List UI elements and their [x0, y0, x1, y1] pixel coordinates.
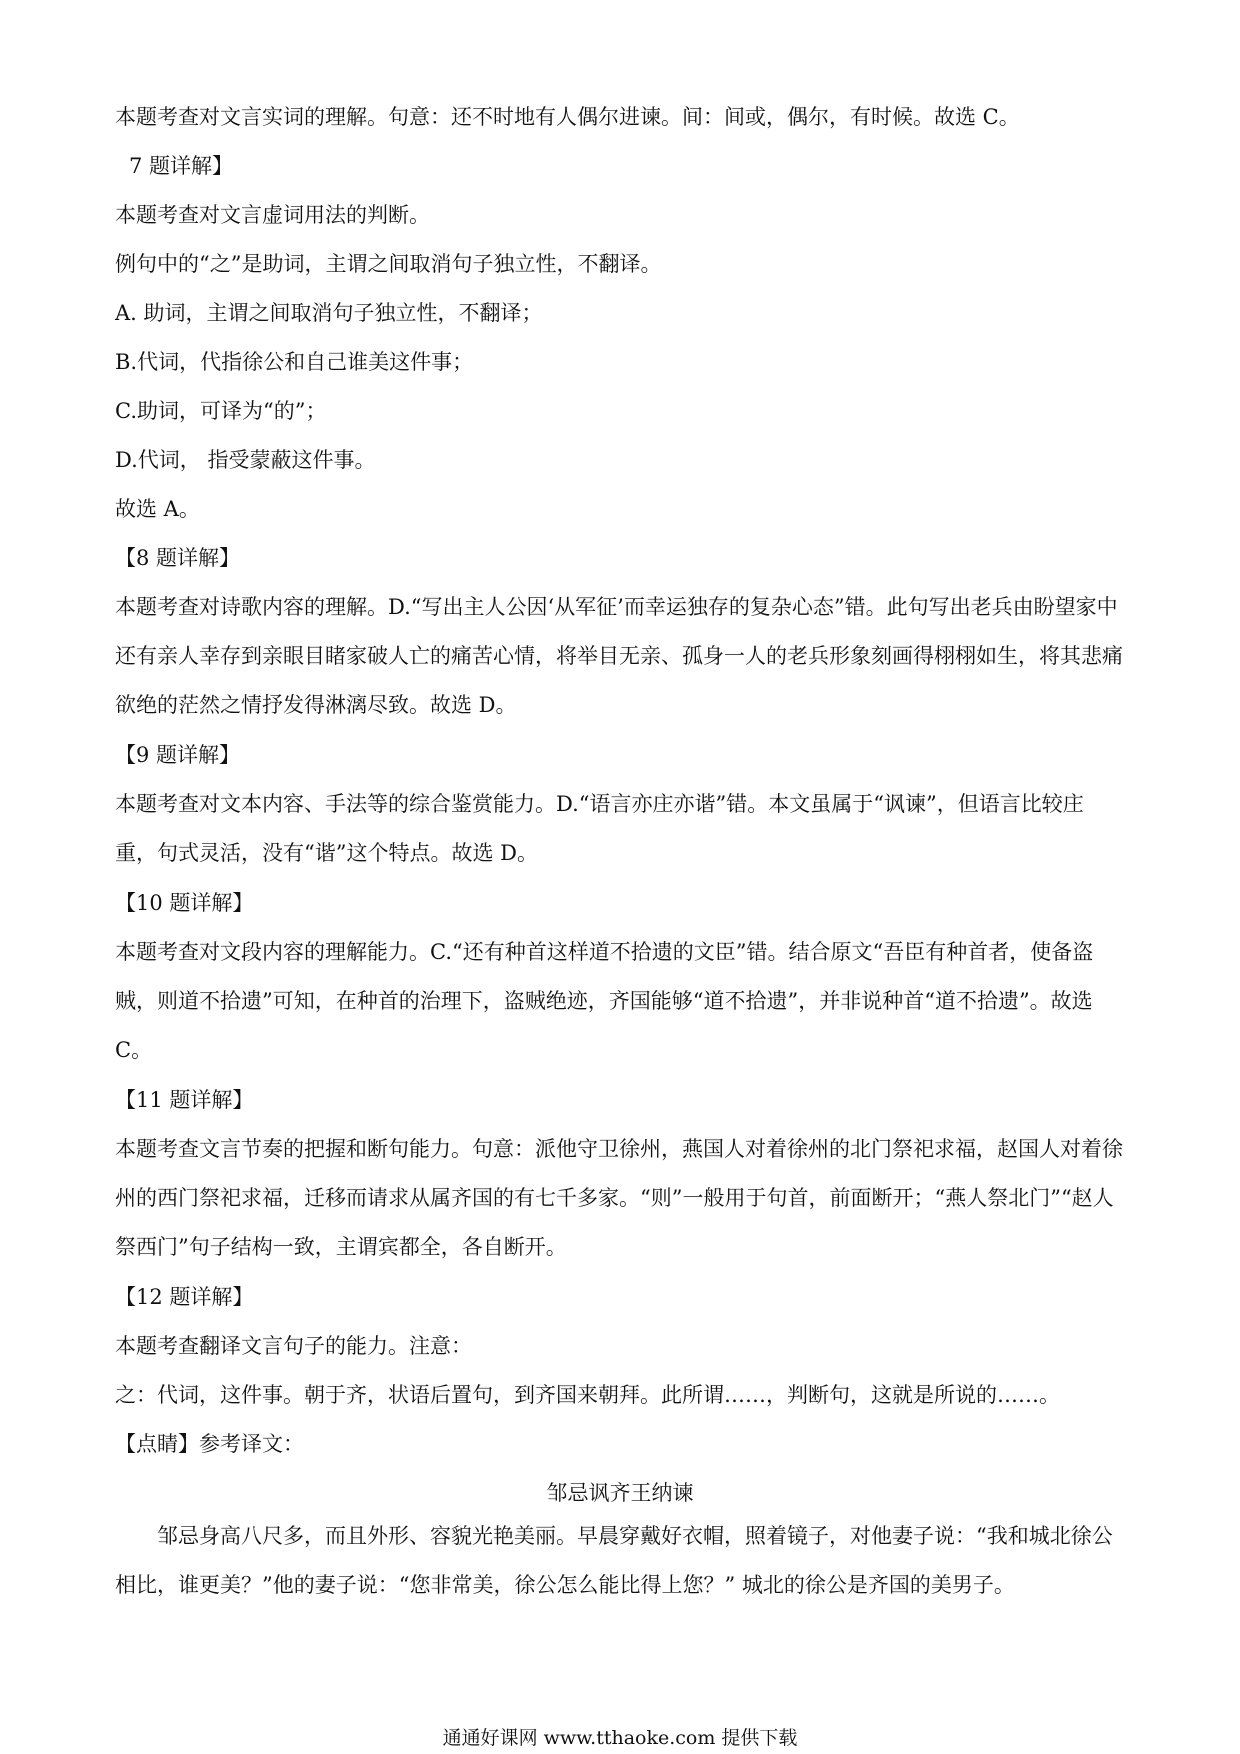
q11-text: 本题考查文言节奏的把握和断句能力。句意：派他守卫徐州，燕国人对着徐州的北门祭祀求福，赵国人对着徐州的西门祭祀求福，迁移而请求从属齐国的有七千多家。“则”一般用于句首，前面断开；“燕人祭北门”“赵人祭西门”句子结构一致，主谓宾都全，各自断开。: [115, 1137, 1123, 1259]
q10-text: 本题考查对文段内容的理解能力。C.“还有种首这样道不拾遗的文臣”错。结合原文“吾臣有种首者，使备盗贼，则道不拾遗”可知，在种首的治理下，盗贼绝迹，齐国能够“道不拾遗”，并非说种首“道不拾遗”。故选 C。: [115, 940, 1100, 1062]
q7-intro: 本题考查对文言虚词用法的判断。: [115, 203, 430, 227]
q7-heading: 7 题详解】: [129, 154, 234, 178]
q7-answer: 故选 A。: [115, 497, 200, 521]
q12-intro: 本题考查翻译文言句子的能力。注意：: [115, 1334, 472, 1358]
dianjing-heading: 【点睛】参考译文：: [115, 1432, 304, 1456]
q11-heading: 【11 题详解】: [115, 1088, 254, 1112]
page-footer: 通通好课网 www.tthaoke.com 提供下载: [442, 1727, 798, 1749]
q7-option-b: B.代词，代指徐公和自己谁美这件事；: [115, 350, 474, 374]
q7-option-a: A. 助词，主谓之间取消句子独立性，不翻译；: [115, 301, 543, 325]
page-content: [115, 102, 1125, 1620]
q9-heading: 【9 题详解】: [115, 743, 241, 767]
q7-example: 例句中的“之”是助词，主谓之间取消句子独立性，不翻译。: [115, 252, 662, 276]
answer-6-text: 本题考查对文言实词的理解。句意：还不时地有人偶尔进谏。间：间或，偶尔，有时候。故选 C。: [115, 105, 1020, 129]
translation-text: 邹忌身高八尺多，而且外形、容貌光艳美丽。早晨穿戴好衣帽，照着镜子，对他妻子说：“我和城北徐公相比，谁更美？”他的妻子说：“您非常美，徐公怎么能比得上您？” 城北的徐公是齐国的美男子。: [115, 1524, 1113, 1597]
q9-text: 本题考查对文本内容、手法等的综合鉴赏能力。D.“语言亦庄亦谐”错。本文虽属于“讽谏”，但语言比较庄重，句式灵活，没有“谐”这个特点。故选 D。: [115, 792, 1084, 865]
q8-heading: 【8 题详解】: [115, 546, 241, 570]
q7-option-d: D.代词， 指受蒙蔽这件事。: [115, 448, 376, 472]
q12-notes: 之：代词，这件事。朝于齐，状语后置句，到齐国来朝拜。此所谓……，判断句，这就是所说的……。: [115, 1383, 1060, 1407]
q7-option-c: C.助词，可译为“的”；: [115, 399, 327, 423]
q10-heading: 【10 题详解】: [115, 891, 254, 915]
translation-title: 邹忌讽齐王纳谏: [546, 1481, 694, 1505]
q12-heading: 【12 题详解】: [115, 1285, 254, 1309]
q8-text: 本题考查对诗歌内容的理解。D.“写出主人公因‘从军征’而幸运独存的复杂心态”错。此句写出老兵由盼望家中还有亲人幸存到亲眼目睹家破人亡的痛苦心情，将举目无亲、孤身一人的老兵形象刻画得栩栩如生，将其悲痛欲绝的茫然之情抒发得淋漓尽致。故选 D。: [115, 595, 1123, 717]
